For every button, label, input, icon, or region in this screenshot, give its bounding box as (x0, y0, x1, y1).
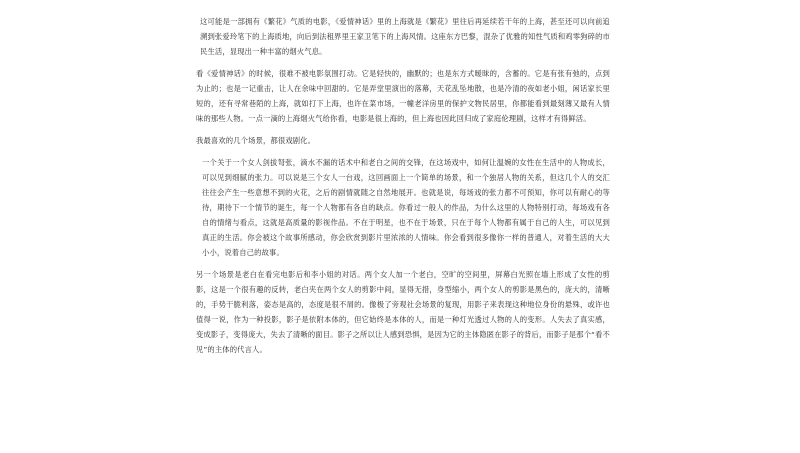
paragraph-atmosphere: 看《爱情神话》的时候，很难不被电影氛围打动。它是轻快的，幽默的；也是东方式暧昧的，含蓄的。它是有张有弛的，点到为止的；也是一记重击，让人在余味中回甜的。它是弄堂里演出的落幕，天花乱坠地散，也是冷清的夜如老小姐，闲话家长里短的，还有寻常巷陌的上海，就如打下上海，也许在菜市场，一幢老洋房里的保护文物民居里，你都能看到最刻薄又最有人情味的那些人物。一点一滴的上海烟火气给你看，电影是很上海的，但上海也因此回归成了家庭伦理剧，这样才有得鲜活。 (196, 69, 610, 123)
article-body (196, 14, 610, 364)
paragraph-intro: 这可能是一部拥有《繁花》气质的电影，《爱情神话》里的上海就是《繁花》里往后再延续若干年的上海，甚至还可以向前追溯到张爱玲笔下的上海质地，向后到法租界里王家卫笔下的上海风情。这座东方巴黎，混杂了优雅的知性气质和鸡零狗碎的市民生活，显现出一种丰富的烟火气息。 (200, 17, 610, 56)
paragraph-favorite-scenes: 我最喜欢的几个场景，都很戏剧化。 (196, 136, 316, 145)
paragraph-scene-two: 另一个场景是老白在看完电影后和李小姐的对话。两个女人加一个老白，空旷的空间里，屏幕白光照在墙上形成了女性的剪影，这是一个很有趣的反转，老白夹在两个女人的剪影中间，显得无措，身型缩小，两个女人的剪影是黑色的，庞大的，清晰的，手势干脆利落，姿态是高的，态度是很不屑的。像极了旁观社会场景的复现，用影子来表现这种地位身份的悬殊，或许也值得一说，作为一种投影，影子是依附本体的，但它始终是本体的人，而是一种灯光透过人物的人的变形。人失去了真实感，变成影子，变得庞大，失去了清晰的面目。影子之所以让人感到恐惧，是因为它的主体隐匿在影子的背后，而影子是那个“看不见”的主体的代言人。 (196, 270, 610, 354)
paragraph-scene-one: 一个关于一个女人剑拔弩张，滴水不漏的话术中和老白之间的交锋，在这场戏中，如何让温婉的女性在生活中的人物成长，可以见到细腻的张力。可以说是三个女人一台戏，这回画面上一个简单的场景，和一个独居人物的关系，但这几个人的交汇往往会产生一些意想不到的火花，之后的剧情就随之自然地展开。也就是说，每场戏的张力都不可预知，你可以有耐心的等待，期待下一个情节的诞生，每一个人物都有各自的缺点。你看过一般人的作品，为什么这里的人物特别打动，每场戏有各自的情绪与看点，这就是高质量的影视作品。不在于明星，也不在于场景，只在于每个人物都有属于自己的人生，可以见到真正的生活。你会被这个故事所感动，你会欣赏到影片里浓浓的人情味。你会看到很多像你一样的普通人，对着生活的大大小小，说着自己的故事。 (202, 158, 610, 257)
